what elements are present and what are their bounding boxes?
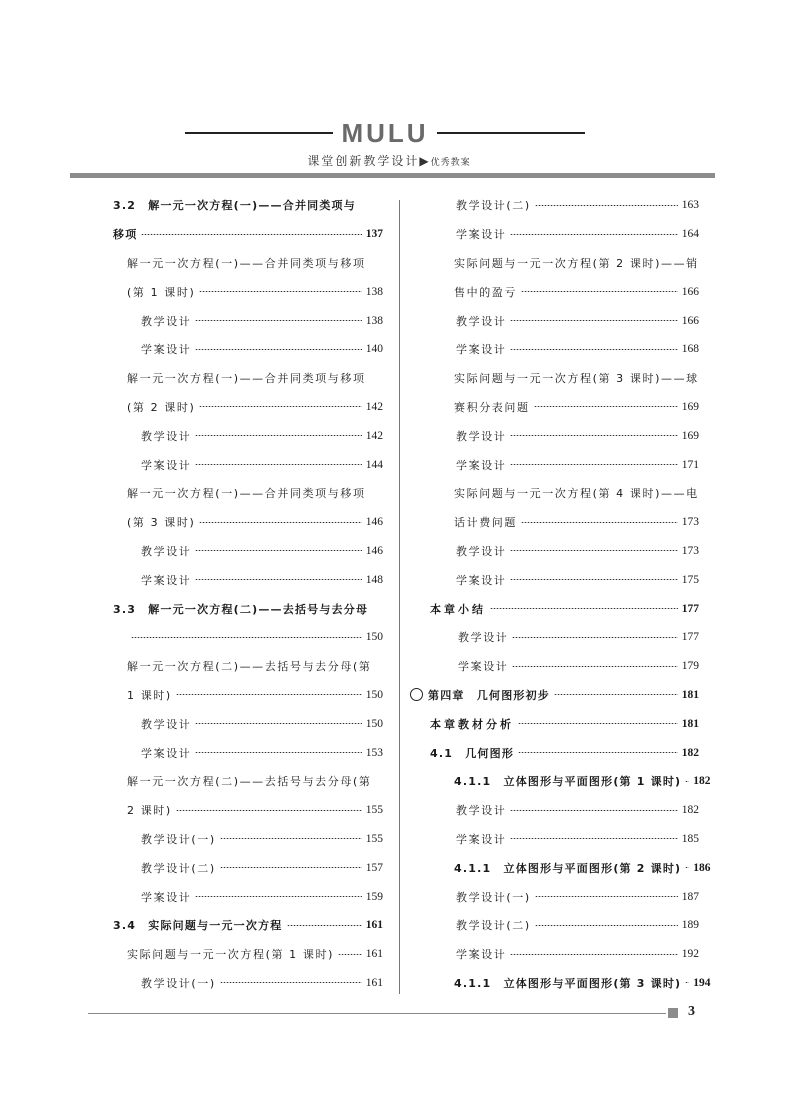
footer-rule (88, 1013, 666, 1014)
toc-entry-title: 本章小结 (430, 602, 486, 616)
toc-leader-dots (510, 435, 677, 436)
toc-page-number: 186 (693, 861, 711, 874)
subtitle-small: 优秀教案 (430, 158, 471, 168)
chapter-circle-icon (410, 688, 423, 701)
toc-leader-dots (518, 723, 678, 724)
toc-entry[interactable] (408, 969, 711, 998)
toc-page-number: 185 (681, 832, 699, 845)
toc-entry[interactable] (408, 421, 699, 450)
toc-page-number: 150 (365, 717, 383, 730)
toc-leader-dots (195, 349, 361, 350)
toc-leader-dots (510, 464, 677, 465)
toc-page-number: 168 (681, 343, 699, 356)
toc-leader-dots (512, 637, 677, 638)
toc-page-number: 142 (365, 400, 383, 413)
toc-entry[interactable] (408, 537, 699, 566)
toc-leader-dots (176, 810, 362, 811)
toc-page-number: 177 (681, 631, 699, 644)
toc-entry-title: 4.1.1 立体图形与平面图形(第 2 课时) (454, 861, 682, 875)
toc-leader-dots (685, 867, 689, 868)
toc-entry-title: 学案设计 (141, 890, 192, 904)
toc-leader-dots (521, 291, 678, 292)
toc-entry-title: 教学设计(一) (141, 832, 216, 846)
toc-page-number: 157 (365, 861, 383, 874)
toc-entry-title: 4.1 几何图形 (430, 746, 515, 760)
toc-entry[interactable] (408, 191, 699, 220)
toc-leader-dots (199, 291, 361, 292)
toc-page-number: 159 (365, 890, 383, 903)
toc-entry[interactable] (408, 508, 699, 537)
toc-page-number: 181 (681, 688, 699, 701)
toc-entry-title: 教学设计 (141, 429, 192, 443)
toc-page-number: 163 (681, 199, 699, 212)
toc-page-number: 161 (365, 919, 383, 932)
toc-entry[interactable] (113, 220, 383, 249)
contents-title: MULU (341, 118, 429, 148)
toc-entry-title: 学案设计 (456, 573, 507, 587)
toc-left-column (113, 191, 383, 997)
toc-entry[interactable] (408, 738, 699, 767)
toc-entry[interactable] (113, 565, 383, 594)
toc-right-column (408, 191, 711, 997)
toc-page-number: 169 (681, 400, 699, 413)
toc-leader-dots (141, 234, 361, 235)
toc-leader-dots (685, 982, 689, 983)
toc-entry-title: 本章教材分析 (430, 717, 514, 731)
toc-entry-title: 4.1.1 立体图形与平面图形(第 1 课时) (454, 775, 682, 789)
toc-entry[interactable] (408, 220, 699, 249)
toc-leader-dots (195, 435, 361, 436)
toc-page-number: 150 (365, 631, 383, 644)
toc-leader-dots (535, 925, 678, 926)
toc-leader-dots (518, 752, 678, 753)
toc-entry-title: 移项 (113, 228, 138, 242)
toc-entry-title: 学案设计 (456, 832, 507, 846)
toc-leader-dots (338, 954, 362, 955)
subtitle-main: 课堂创新教学设计 (307, 154, 420, 168)
toc-entry[interactable] (408, 393, 699, 422)
toc-leader-dots (510, 954, 677, 955)
toc-leader-dots (510, 234, 677, 235)
toc-leader-dots (220, 867, 362, 868)
toc-entry-title: 话计费问题 (454, 516, 517, 530)
toc-page-number: 138 (365, 314, 383, 327)
toc-entry[interactable] (408, 249, 699, 278)
toc-entry[interactable] (113, 767, 383, 796)
toc-entry-title: 解一元一次方程(二)——去括号与去分母(第 (127, 660, 372, 674)
toc-entry-title: 学案设计 (141, 573, 192, 587)
toc-leader-dots (512, 666, 677, 667)
toc-entry[interactable] (113, 479, 383, 508)
toc-leader-dots (199, 522, 361, 523)
toc-entry-title: 教学设计 (456, 314, 507, 328)
toc-page-number: 166 (681, 285, 699, 298)
toc-entry-title: 学案设计 (141, 458, 192, 472)
toc-entry-title: 学案设计 (141, 343, 192, 357)
toc-leader-dots (534, 406, 678, 407)
toc-leader-dots (220, 982, 362, 983)
toc-leader-dots (199, 406, 361, 407)
toc-leader-dots (195, 320, 361, 321)
toc-entry-title: 教学设计 (141, 314, 192, 328)
toc-page-number: 187 (681, 890, 699, 903)
toc-page-number: 138 (365, 285, 383, 298)
toc-entry[interactable] (113, 969, 383, 998)
toc-leader-dots (510, 579, 677, 580)
toc-entry[interactable] (113, 623, 383, 652)
toc-leader-dots (176, 694, 362, 695)
toc-page-number: 177 (681, 602, 699, 615)
toc-entry[interactable] (113, 882, 383, 911)
toc-leader-dots (521, 522, 678, 523)
toc-entry-title: 教学设计 (458, 631, 509, 645)
toc-entry-title: 解一元一次方程(二)——去括号与去分母(第 (127, 775, 372, 789)
toc-entry-title: 教学设计 (141, 717, 192, 731)
toc-leader-dots (535, 896, 678, 897)
toc-leader-dots (195, 752, 361, 753)
toc-entry-title: 实际问题与一元一次方程(第 2 课时)——销 (454, 256, 699, 270)
toc-entry-title: 学案设计 (456, 948, 507, 962)
toc-entry[interactable] (408, 652, 699, 681)
toc-page-number: 155 (365, 832, 383, 845)
toc-page-number: 153 (365, 746, 383, 759)
page-number: 3 (688, 1004, 695, 1019)
toc-entry[interactable] (113, 738, 383, 767)
toc-leader-dots (685, 781, 689, 782)
toc-entry[interactable] (408, 277, 699, 306)
toc-entry-title: 解一元一次方程(一)——合并同类项与移项 (127, 487, 366, 501)
toc-page-number: 142 (365, 429, 383, 442)
toc-page-number: 173 (681, 516, 699, 529)
toc-page-number: 173 (681, 544, 699, 557)
play-marker-icon: ▶ (419, 154, 431, 168)
toc-entry-title: 实际问题与一元一次方程(第 3 课时)——球 (454, 372, 699, 386)
toc-entry-title: 解一元一次方程(一)——合并同类项与移项 (127, 256, 366, 270)
toc-entry-title: 教学设计(二) (456, 919, 531, 933)
toc-entry[interactable] (408, 594, 699, 623)
toc-entry[interactable] (113, 911, 383, 940)
toc-entry[interactable] (113, 364, 383, 393)
toc-entry-title: 3.4 实际问题与一元一次方程 (113, 919, 283, 933)
toc-page-number: 161 (365, 976, 383, 989)
toc-page-number: 171 (681, 458, 699, 471)
toc-entry[interactable] (113, 537, 383, 566)
toc-entry-title: 实际问题与一元一次方程(第 4 课时)——电 (454, 487, 699, 501)
toc-leader-dots (510, 810, 677, 811)
toc-entry-title: 1 课时) (127, 688, 172, 702)
toc-entry[interactable] (113, 796, 383, 825)
toc-leader-dots (220, 838, 362, 839)
toc-entry-title: 解一元一次方程(一)——合并同类项与移项 (127, 372, 366, 386)
toc-entry[interactable] (113, 450, 383, 479)
toc-entry[interactable] (408, 364, 699, 393)
toc-page-number: 148 (365, 573, 383, 586)
toc-entry[interactable] (408, 882, 699, 911)
toc-entry[interactable] (408, 825, 699, 854)
toc-leader-dots (195, 464, 361, 465)
toc-leader-dots (131, 637, 362, 638)
toc-page-number: 146 (365, 544, 383, 557)
toc-leader-dots (535, 205, 678, 206)
toc-page-number: 161 (365, 948, 383, 961)
header-subtitle (0, 152, 778, 169)
toc-entry-title: 教学设计(一) (456, 890, 531, 904)
toc-leader-dots (195, 550, 361, 551)
toc-entry[interactable] (113, 306, 383, 335)
toc-entry-title: 教学设计 (141, 544, 192, 558)
toc-entry[interactable] (113, 277, 383, 306)
toc-leader-dots (510, 550, 677, 551)
toc-entry[interactable] (113, 853, 383, 882)
toc-page-number: 189 (681, 919, 699, 932)
toc-entry-title: (第 2 课时) (127, 400, 196, 414)
toc-entry-title: 学案设计 (456, 228, 507, 242)
toc-entry[interactable] (113, 940, 383, 969)
toc-page-number: 179 (681, 660, 699, 673)
header-bar (70, 173, 715, 178)
toc-page-number: 181 (681, 717, 699, 730)
toc-entry-title: 教学设计 (456, 804, 507, 818)
toc-entry[interactable] (408, 709, 699, 738)
toc-leader-dots (510, 838, 677, 839)
toc-leader-dots (554, 694, 678, 695)
toc-entry-title: 4.1.1 立体图形与平面图形(第 3 课时) (454, 976, 682, 990)
toc-leader-dots (510, 320, 677, 321)
toc-page-number: 150 (365, 688, 383, 701)
column-divider (399, 200, 400, 994)
toc-entry[interactable] (113, 421, 383, 450)
toc-entry-title: 3.3 解一元一次方程(二)——去括号与去分母 (113, 602, 369, 616)
toc-entry[interactable] (408, 853, 711, 882)
toc-page-number: 192 (681, 948, 699, 961)
toc-entry[interactable] (408, 306, 699, 335)
toc-page-number: 144 (365, 458, 383, 471)
footer-square (668, 1008, 678, 1018)
toc-entry[interactable] (113, 335, 383, 364)
toc-entry[interactable] (113, 681, 383, 710)
toc-entry-title: (第 1 课时) (127, 285, 196, 299)
toc-entry[interactable] (408, 335, 699, 364)
toc-entry-title: 实际问题与一元一次方程(第 1 课时) (127, 948, 334, 962)
toc-entry-title: 教学设计 (456, 429, 507, 443)
toc-leader-dots (490, 608, 678, 609)
toc-entry-title: 3.2 解一元一次方程(一)——合并同类项与 (113, 199, 356, 213)
toc-entry-title: 2 课时) (127, 804, 172, 818)
toc-entry[interactable] (408, 623, 699, 652)
toc-page-number: 140 (365, 343, 383, 356)
toc-page-number: 175 (681, 573, 699, 586)
toc-page-number: 182 (681, 804, 699, 817)
toc-entry[interactable] (408, 767, 711, 796)
toc-entry-title: 第四章 几何图形初步 (428, 688, 550, 702)
toc-entry[interactable] (408, 681, 699, 710)
toc-page-number: 169 (681, 429, 699, 442)
toc-page-number: 146 (365, 516, 383, 529)
toc-entry[interactable] (408, 911, 699, 940)
toc-entry-title: 学案设计 (456, 343, 507, 357)
toc-entry-title: 赛积分表问题 (454, 400, 530, 414)
toc-entry-title: 教学设计(二) (456, 199, 531, 213)
toc-page-number: 194 (693, 976, 711, 989)
toc-entry[interactable] (408, 940, 699, 969)
toc-entry[interactable] (408, 565, 699, 594)
toc-leader-dots (510, 349, 677, 350)
toc-entry-title: 教学设计 (456, 544, 507, 558)
toc-entry-title: (第 3 课时) (127, 516, 196, 530)
toc-entry[interactable] (113, 652, 383, 681)
toc-entry[interactable] (113, 825, 383, 854)
toc-entry-title: 学案设计 (458, 660, 509, 674)
toc-page-number: 155 (365, 804, 383, 817)
toc-page-number: 182 (681, 746, 699, 759)
toc-entry[interactable] (408, 450, 699, 479)
toc-entry[interactable] (408, 479, 699, 508)
toc-leader-dots (195, 896, 361, 897)
toc-entry-title: 学案设计 (141, 746, 192, 760)
toc-page-number: 166 (681, 314, 699, 327)
toc-entry[interactable] (113, 191, 383, 220)
toc-entry-title: 售中的盈亏 (454, 285, 517, 299)
toc-page-number: 137 (365, 228, 383, 241)
toc-entry-title: 教学设计(二) (141, 861, 216, 875)
toc-entry[interactable] (113, 249, 383, 278)
toc-entry[interactable] (113, 594, 383, 623)
toc-leader-dots (195, 723, 361, 724)
toc-entry[interactable] (113, 508, 383, 537)
toc-entry[interactable] (113, 393, 383, 422)
toc-entry-title: 学案设计 (456, 458, 507, 472)
toc-page-number: 182 (693, 775, 711, 788)
toc-entry-title: 教学设计(一) (141, 976, 216, 990)
toc-entry[interactable] (408, 796, 699, 825)
toc-leader-dots (195, 579, 361, 580)
toc-leader-dots (287, 925, 362, 926)
toc-page-number: 164 (681, 228, 699, 241)
toc-entry[interactable] (113, 709, 383, 738)
